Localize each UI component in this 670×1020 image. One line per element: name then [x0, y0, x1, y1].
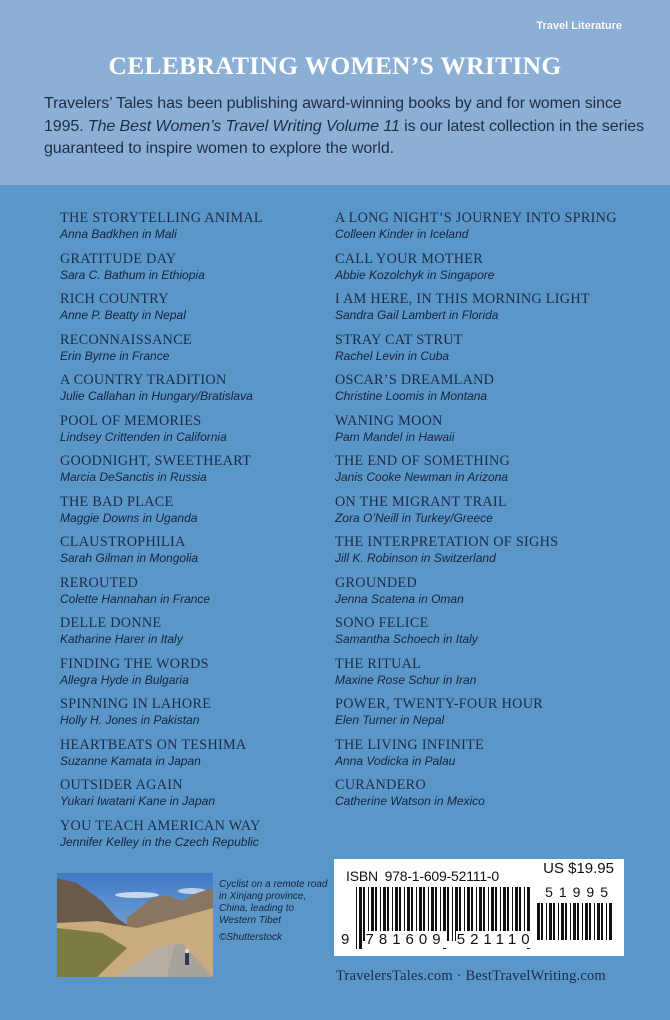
story-byline: Rachel Levin in Cuba	[335, 348, 450, 363]
story-title: YOU TEACH AMERICAN WAY	[60, 817, 261, 834]
story-title: GOODNIGHT, SWEETHEART	[60, 453, 252, 469]
story-byline: Colette Hannahan in France	[60, 591, 211, 606]
contents-entry	[60, 291, 263, 332]
contents-entry	[335, 737, 617, 778]
story-title: FINDING THE WORDS	[60, 655, 209, 672]
price-barcode	[537, 903, 617, 948]
contents-entry	[335, 615, 617, 656]
story-byline: Janis Cooke Newman in Arizona	[335, 470, 508, 484]
barcode-box	[334, 859, 624, 956]
contents-entry	[60, 777, 263, 818]
story-byline: Holly H. Jones in Pakistan	[60, 713, 200, 727]
isbn-digits-group1: 781609	[365, 931, 446, 948]
story-title: WANING MOON	[335, 412, 443, 429]
price-code: 51995	[545, 884, 614, 900]
story-byline: Anna Vodicka in Palau	[335, 753, 456, 768]
story-title: POOL OF MEMORIES	[60, 412, 202, 429]
contents-entry	[335, 534, 617, 575]
story-byline: Sara C. Bathum in Ethiopia	[60, 267, 205, 282]
contents-entry	[335, 777, 617, 818]
story-byline: Elen Turner in Nepal	[335, 713, 445, 727]
photo-credit: ©Shutterstock	[219, 932, 282, 943]
contents-entry	[60, 332, 263, 373]
cyclist-photo	[57, 873, 213, 977]
story-title: THE STORYTELLING ANIMAL	[60, 210, 263, 226]
story-byline: Zora O’Neill in Turkey/Greece	[335, 510, 493, 525]
photo-caption	[219, 879, 329, 944]
story-title: STRAY CAT STRUT	[335, 331, 463, 348]
story-byline: Julie Callahan in Hungary/Bratislava	[60, 389, 253, 403]
contents-entry	[335, 696, 617, 737]
story-byline: Allegra Hyde in Bulgaria	[60, 672, 189, 687]
contents-entry	[335, 291, 617, 332]
story-byline: Katharine Harer in Italy	[60, 632, 183, 646]
story-title: OUTSIDER AGAIN	[60, 777, 183, 793]
story-byline: Suzanne Kamata in Japan	[60, 753, 201, 768]
story-byline: Jennifer Kelley in the Czech Republic	[60, 834, 259, 849]
contents-entry	[335, 453, 617, 494]
story-byline: Marcia DeSanctis in Russia	[60, 470, 207, 484]
story-title: REROUTED	[60, 574, 139, 591]
story-title: THE BAD PLACE	[60, 493, 174, 510]
contents-entry	[335, 251, 617, 292]
story-byline: Erin Byrne in France	[60, 348, 170, 363]
contents-entry	[60, 210, 263, 251]
story-title: RICH COUNTRY	[60, 291, 169, 307]
story-title: THE END OF SOMETHING	[335, 453, 511, 469]
price-label: US $19.95	[543, 860, 614, 877]
story-title: POWER, TWENTY-FOUR HOUR	[335, 696, 544, 712]
story-title: A COUNTRY TRADITION	[60, 372, 227, 388]
isbn-digit-first: 9	[341, 931, 355, 948]
story-byline: Jenna Scatena in Oman	[335, 591, 464, 606]
contents-entry	[60, 534, 263, 575]
story-title: THE RITUAL	[335, 655, 422, 672]
contents-entry	[60, 737, 263, 778]
story-byline: Colleen Kinder in Iceland	[335, 227, 469, 241]
story-title: CALL YOUR MOTHER	[335, 250, 483, 267]
contents-right-column	[335, 210, 617, 818]
contents-entry	[60, 696, 263, 737]
story-title: GROUNDED	[335, 574, 418, 591]
story-byline: Lindsey Crittenden in California	[60, 429, 227, 444]
story-title: A LONG NIGHT’S JOURNEY INTO SPRING	[335, 210, 617, 226]
contents-entry	[60, 372, 263, 413]
contents-entry	[335, 656, 617, 697]
story-title: RECONNAISSANCE	[60, 331, 192, 348]
contents-entry	[60, 818, 263, 859]
story-byline: Maxine Rose Schur in Iran	[335, 672, 477, 687]
intro-text-start: Travelers’ Tales has been publishing award-winning books by and for women since 1995.	[44, 95, 622, 135]
story-title: SPINNING IN LAHORE	[60, 696, 212, 712]
top-band	[0, 0, 670, 185]
story-byline: Jill K. Robinson in Switzerland	[335, 551, 496, 565]
headline: CELEBRATING WOMEN’S WRITING	[108, 51, 562, 80]
story-byline: Samantha Schoech in Italy	[335, 632, 478, 646]
story-title: CURANDERO	[335, 777, 426, 793]
story-byline: Catherine Watson in Mexico	[335, 794, 485, 808]
story-title: GRATITUDE DAY	[60, 250, 177, 267]
contents-entry	[60, 656, 263, 697]
mountain-road-image	[57, 873, 213, 977]
website-links[interactable]: TravelersTales.com · BestTravelWriting.com	[336, 968, 606, 984]
intro-text-end: is our latest collection in the series guaranteed to inspire women to explore the world.	[44, 117, 644, 157]
contents-entry	[335, 210, 617, 251]
story-title: THE LIVING INFINITE	[335, 736, 485, 753]
story-title: I AM HERE, IN THIS MORNING LIGHT	[335, 291, 590, 307]
story-title: CLAUSTROPHILIA	[60, 534, 186, 550]
story-byline: Yukari Iwatani Kane in Japan	[60, 794, 215, 808]
contents-entry	[60, 575, 263, 616]
contents-entry	[60, 251, 263, 292]
contents-entry	[60, 453, 263, 494]
isbn-label: ISBN 978-1-609-52111-0	[346, 868, 499, 884]
story-byline: Abbie Kozolchyk in Singapore	[335, 267, 495, 282]
book-title: The Best Women’s Travel Writing Volume 11	[87, 117, 400, 135]
story-title: ON THE MIGRANT TRAIL	[335, 493, 507, 510]
story-title: OSCAR’S DREAMLAND	[335, 372, 495, 388]
contents-entry	[335, 372, 617, 413]
story-byline: Pam Mandel in Hawaii	[335, 429, 455, 444]
story-byline: Christine Loomis in Montana	[335, 389, 488, 403]
intro-paragraph	[44, 93, 644, 161]
contents-left-column	[60, 210, 263, 858]
contents-entry	[335, 413, 617, 454]
story-title: HEARTBEATS ON TESHIMA	[60, 736, 247, 753]
contents-entry	[335, 575, 617, 616]
contents-entry	[335, 332, 617, 373]
story-title: SONO FELICE	[335, 615, 429, 631]
caption-text: Cyclist on a remote road in Xinjang province, China, leading to Western Tibet	[219, 879, 328, 926]
contents-entry	[335, 494, 617, 535]
contents-entry	[60, 413, 263, 454]
story-title: DELLE DONNE	[60, 615, 162, 631]
isbn-digits	[340, 931, 536, 948]
category-label: Travel Literature	[536, 20, 622, 32]
isbn-digits-group2: 521110	[456, 931, 535, 948]
story-byline: Sarah Gilman in Mongolia	[60, 551, 199, 565]
story-byline: Anne P. Beatty in Nepal	[60, 308, 186, 322]
story-byline: Anna Badkhen in Mali	[60, 227, 177, 241]
story-byline: Maggie Downs in Uganda	[60, 510, 198, 525]
story-byline: Sandra Gail Lambert in Florida	[335, 308, 499, 322]
contents-entry	[60, 494, 263, 535]
story-title: THE INTERPRETATION OF SIGHS	[335, 534, 559, 550]
contents-entry	[60, 615, 263, 656]
